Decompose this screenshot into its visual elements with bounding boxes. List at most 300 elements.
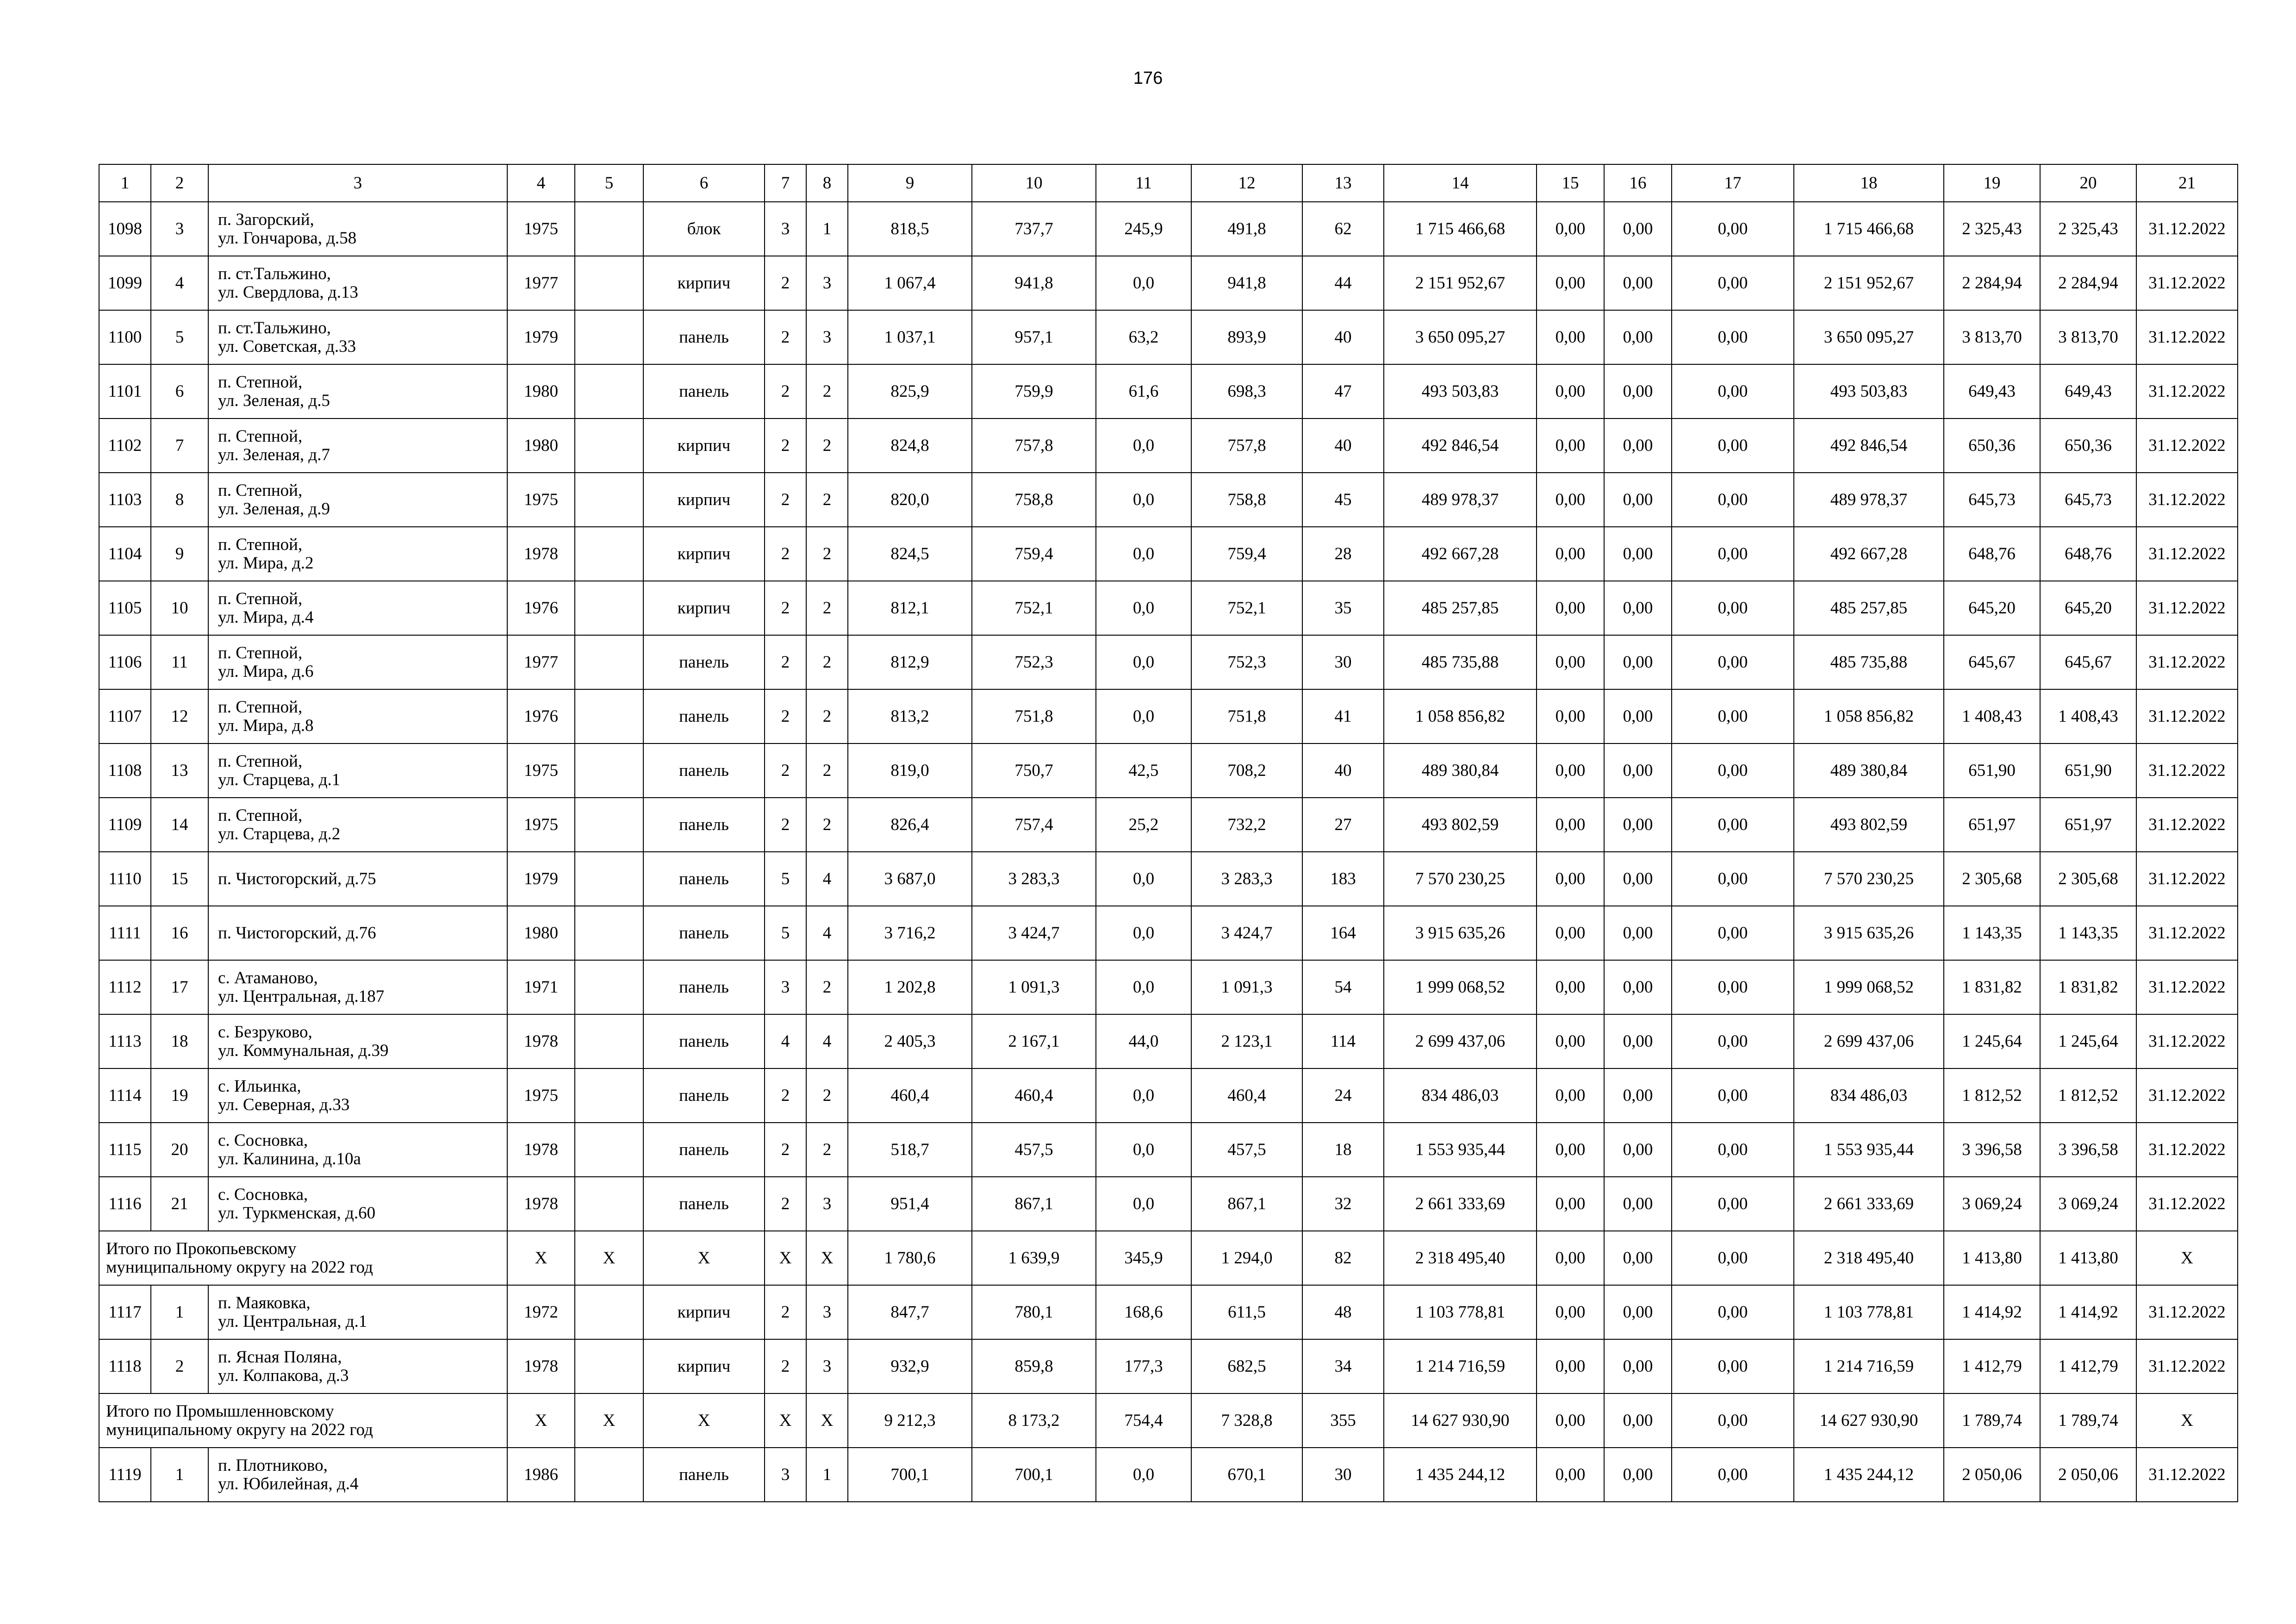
table-cell: 645,73 [1944,473,2040,527]
table-cell: 2 [765,798,806,852]
table-cell [575,418,643,473]
table-cell: 62 [1302,202,1384,256]
table-cell: 3 283,3 [1191,852,1302,906]
table-cell: 40 [1302,743,1384,798]
table-cell: 3 396,58 [2040,1123,2136,1177]
table-cell: 2 318 495,40 [1384,1231,1537,1285]
table-cell: 0,00 [1604,852,1672,906]
table-cell: 16 [151,906,208,960]
table-cell: 460,4 [1191,1068,1302,1123]
table-cell: 0,00 [1672,527,1794,581]
table-cell: 650,36 [2040,418,2136,473]
address-cell: с. Безруково, ул. Коммунальная, д.39 [208,1014,507,1068]
table-cell: 1117 [99,1285,151,1339]
table-cell: 1 058 856,82 [1794,689,1944,743]
table-cell: панель [643,906,765,960]
table-cell: 0,00 [1604,1177,1672,1231]
table-cell: 0,00 [1672,1123,1794,1177]
table-row [99,1068,2238,1123]
table-cell: 31.12.2022 [2136,256,2238,310]
table-cell: 0,00 [1604,1068,1672,1123]
table-cell [575,798,643,852]
table-cell: 492 667,28 [1794,527,1944,581]
table-cell: панель [643,1068,765,1123]
table-cell: 355 [1302,1393,1384,1448]
table-cell: 2 [765,473,806,527]
table-cell [575,1339,643,1393]
table-cell: 611,5 [1191,1285,1302,1339]
table-cell: 493 503,83 [1384,364,1537,418]
table-cell: 1 245,64 [2040,1014,2136,1068]
table-cell: 0,00 [1672,960,1794,1014]
table-cell: 1 435 244,12 [1384,1448,1537,1502]
table-cell: 2 [806,581,848,635]
table-cell: 0,00 [1604,202,1672,256]
table-cell: 0,00 [1672,689,1794,743]
table-cell: 460,4 [848,1068,972,1123]
table-cell: 752,3 [1191,635,1302,689]
table-cell: 3 396,58 [1944,1123,2040,1177]
table-cell: 485 735,88 [1794,635,1944,689]
table-cell: 1 143,35 [1944,906,2040,960]
table-cell: 2 405,3 [848,1014,972,1068]
table-cell: 12 [151,689,208,743]
table-row [99,581,2238,635]
table-cell: 2 284,94 [1944,256,2040,310]
table-cell: 932,9 [848,1339,972,1393]
subtotal-label: Итого по Промышленновскому муниципальному округу на 2022 год [99,1393,507,1448]
column-number-4: 4 [507,164,575,202]
table-cell: 650,36 [1944,418,2040,473]
table-cell: 818,5 [848,202,972,256]
table-cell [575,1285,643,1339]
table-cell: 17 [151,960,208,1014]
table-cell [575,743,643,798]
table-cell: 14 [151,798,208,852]
table-cell: 2 [806,1123,848,1177]
table-cell: кирпич [643,1339,765,1393]
table-cell: 2 [765,1339,806,1393]
address-cell: п. Степной, ул. Зеленая, д.5 [208,364,507,418]
table-cell: 31.12.2022 [2136,1339,2238,1393]
table-cell: 1111 [99,906,151,960]
table-cell: 2 661 333,69 [1794,1177,1944,1231]
table-cell: 1 414,92 [2040,1285,2136,1339]
table-cell: 3 813,70 [2040,310,2136,364]
table-cell: 82 [1302,1231,1384,1285]
table-cell: 3 [806,1285,848,1339]
table-cell: 3 650 095,27 [1794,310,1944,364]
table-cell: 2 284,94 [2040,256,2136,310]
table-cell: панель [643,743,765,798]
table-cell: 0,00 [1604,256,1672,310]
table-cell: 1975 [507,202,575,256]
table-cell: 0,00 [1604,906,1672,960]
table-cell: 0,00 [1672,1177,1794,1231]
table-cell: 4 [765,1014,806,1068]
table-cell: 1 245,64 [1944,1014,2040,1068]
table-cell: 2 050,06 [2040,1448,2136,1502]
table-cell: 1976 [507,581,575,635]
table-cell: 1 [806,202,848,256]
column-number-10: 10 [972,164,1096,202]
table-cell: 1 [806,1448,848,1502]
table-cell: 1 780,6 [848,1231,972,1285]
table-cell: 1971 [507,960,575,1014]
table-cell: 2 [765,635,806,689]
table-cell: 0,0 [1096,960,1191,1014]
table-cell: 2 305,68 [1944,852,2040,906]
table-cell: 1110 [99,852,151,906]
column-number-20: 20 [2040,164,2136,202]
table-cell: 0,00 [1672,1285,1794,1339]
table-cell: 2 [151,1339,208,1393]
table-cell: 1979 [507,852,575,906]
table-cell: 3 [765,1448,806,1502]
table-cell: 750,7 [972,743,1096,798]
table-cell: 0,00 [1537,364,1604,418]
table-cell: 3 069,24 [1944,1177,2040,1231]
table-cell: X [2136,1231,2238,1285]
table-cell: 1103 [99,473,151,527]
table-cell: 1980 [507,906,575,960]
table-cell: 752,3 [972,635,1096,689]
table-cell: 1107 [99,689,151,743]
table-cell: 31.12.2022 [2136,202,2238,256]
table-cell: 0,0 [1096,1448,1191,1502]
table-row [99,635,2238,689]
address-cell: с. Ильинка, ул. Северная, д.33 [208,1068,507,1123]
table-cell: 1978 [507,1339,575,1393]
table-cell: 780,1 [972,1285,1096,1339]
table-cell: 700,1 [848,1448,972,1502]
table-cell: 2 699 437,06 [1384,1014,1537,1068]
table-cell: 757,8 [1191,418,1302,473]
table-cell: панель [643,635,765,689]
table-cell: 645,67 [2040,635,2136,689]
table-cell: 3 915 635,26 [1384,906,1537,960]
table-cell: 7 570 230,25 [1794,852,1944,906]
table-cell: 1 413,80 [2040,1231,2136,1285]
table-cell: 867,1 [972,1177,1096,1231]
table-cell: 0,00 [1672,1393,1794,1448]
table-cell: 1 214 716,59 [1384,1339,1537,1393]
table-cell: 0,0 [1096,473,1191,527]
table-cell: 0,00 [1672,418,1794,473]
table-cell: 732,2 [1191,798,1302,852]
table-cell: 3 424,7 [1191,906,1302,960]
table-cell: 45 [1302,473,1384,527]
table-cell: 751,8 [972,689,1096,743]
table-row [99,906,2238,960]
table-cell: 1 067,4 [848,256,972,310]
table-cell: 1 408,43 [1944,689,2040,743]
table-row [99,256,2238,310]
table-cell: 1 412,79 [2040,1339,2136,1393]
table-row [99,310,2238,364]
table-cell: 0,00 [1672,906,1794,960]
table-cell: 1 [151,1448,208,1502]
table-row [99,798,2238,852]
table-cell: 754,4 [1096,1393,1191,1448]
table-cell: 2 [806,635,848,689]
table-cell: 493 802,59 [1384,798,1537,852]
table-cell: панель [643,1014,765,1068]
table-cell: 834 486,03 [1384,1068,1537,1123]
column-number-11: 11 [1096,164,1191,202]
table-cell: 2 [765,527,806,581]
table-cell: 25,2 [1096,798,1191,852]
table-cell: 3 716,2 [848,906,972,960]
table-cell: X [2136,1393,2238,1448]
table-cell: 489 380,84 [1794,743,1944,798]
table-cell: 457,5 [972,1123,1096,1177]
table-row [99,960,2238,1014]
table-cell: 2 [765,581,806,635]
table-cell: 0,00 [1604,1339,1672,1393]
table-cell: панель [643,798,765,852]
table-cell: кирпич [643,418,765,473]
table-cell: 1 789,74 [2040,1393,2136,1448]
table-cell: 0,00 [1537,1285,1604,1339]
table-row [99,743,2238,798]
table-cell: 0,00 [1604,1231,1672,1285]
table-cell: 2 123,1 [1191,1014,1302,1068]
table-cell: 4 [806,852,848,906]
table-cell: X [575,1231,643,1285]
table-cell: 0,00 [1537,635,1604,689]
table-cell: 1109 [99,798,151,852]
table-cell: 31.12.2022 [2136,581,2238,635]
table-cell: 0,00 [1672,310,1794,364]
table-row [99,418,2238,473]
table-cell: 489 978,37 [1794,473,1944,527]
table-cell: X [575,1393,643,1448]
address-cell: п. Чистогорский, д.75 [208,852,507,906]
table-cell: 1118 [99,1339,151,1393]
table-cell: 819,0 [848,743,972,798]
table-cell: 18 [1302,1123,1384,1177]
table-cell: 1 999 068,52 [1794,960,1944,1014]
table-cell: 10 [151,581,208,635]
table-cell: 489 380,84 [1384,743,1537,798]
table-cell: 31.12.2022 [2136,960,2238,1014]
table-cell: 3 [151,202,208,256]
table-cell: 0,00 [1604,960,1672,1014]
table-cell: 645,67 [1944,635,2040,689]
table-cell: 1 058 856,82 [1384,689,1537,743]
table-cell: 7 570 230,25 [1384,852,1537,906]
table-cell: 0,00 [1537,581,1604,635]
table-cell: 7 328,8 [1191,1393,1302,1448]
table-cell: 31.12.2022 [2136,743,2238,798]
table-cell: панель [643,852,765,906]
table-cell: 489 978,37 [1384,473,1537,527]
table-cell: 8 [151,473,208,527]
table-cell: 2 [765,364,806,418]
table-cell: 0,00 [1604,689,1672,743]
table-row [99,1448,2238,1502]
table-cell: 0,00 [1604,743,1672,798]
address-cell: п. Ясная Поляна, ул. Колпакова, д.3 [208,1339,507,1393]
table-cell: 651,90 [1944,743,2040,798]
table-cell: 0,00 [1604,1285,1672,1339]
table-cell: 2 [806,798,848,852]
table-cell: 2 [806,1068,848,1123]
column-number-8: 8 [806,164,848,202]
table-cell: 645,20 [1944,581,2040,635]
table-cell: 3 [806,310,848,364]
table-cell: X [806,1231,848,1285]
table-cell: 0,00 [1537,1068,1604,1123]
table-cell: 757,8 [972,418,1096,473]
table-cell: 3 [806,256,848,310]
table-cell: 1119 [99,1448,151,1502]
address-cell: п. Степной, ул. Мира, д.6 [208,635,507,689]
table-cell: 751,8 [1191,689,1302,743]
table-cell: 5 [765,852,806,906]
table-cell: 1108 [99,743,151,798]
table-cell: 0,00 [1604,1448,1672,1502]
table-cell: 1 [151,1285,208,1339]
column-number-1: 1 [99,164,151,202]
table-cell: кирпич [643,256,765,310]
table-cell: 1 715 466,68 [1384,202,1537,256]
address-cell: п. Степной, ул. Мира, д.4 [208,581,507,635]
table-cell: 0,00 [1537,906,1604,960]
table-cell: 31.12.2022 [2136,689,2238,743]
table-cell: 31.12.2022 [2136,1285,2238,1339]
table-cell: 1113 [99,1014,151,1068]
table-cell: 5 [151,310,208,364]
table-cell: 1 715 466,68 [1794,202,1944,256]
table-cell: 1978 [507,1123,575,1177]
table-cell: 485 257,85 [1794,581,1944,635]
table-cell: 698,3 [1191,364,1302,418]
column-number-header-row [99,164,2238,202]
table-cell: 1977 [507,256,575,310]
table-cell: 1 789,74 [1944,1393,2040,1448]
table-cell: 0,00 [1672,1448,1794,1502]
table-row [99,852,2238,906]
table-cell [575,1177,643,1231]
table-cell: 2 [806,960,848,1014]
table-cell: 21 [151,1177,208,1231]
table-cell: 1972 [507,1285,575,1339]
table-cell: 2 [806,364,848,418]
table-cell: 0,00 [1604,1014,1672,1068]
table-cell: 31.12.2022 [2136,1123,2238,1177]
table-cell: 0,0 [1096,581,1191,635]
table-cell: 0,00 [1672,798,1794,852]
table-cell: 177,3 [1096,1339,1191,1393]
table-cell: 1975 [507,743,575,798]
table-cell: 0,00 [1672,1068,1794,1123]
table-cell: 492 667,28 [1384,527,1537,581]
table-cell: панель [643,1448,765,1502]
table-cell: 2 167,1 [972,1014,1096,1068]
table-cell: 1115 [99,1123,151,1177]
table-cell: 3 650 095,27 [1384,310,1537,364]
table-cell: 0,00 [1604,635,1672,689]
table-cell: 2 [765,418,806,473]
table-cell: 14 627 930,90 [1384,1393,1537,1448]
table-cell: 491,8 [1191,202,1302,256]
table-cell: 4 [806,1014,848,1068]
table-cell: 183 [1302,852,1384,906]
table-cell: 1099 [99,256,151,310]
table-cell: 54 [1302,960,1384,1014]
table-cell: 2 151 952,67 [1794,256,1944,310]
table-cell: 682,5 [1191,1339,1302,1393]
table-cell: 820,0 [848,473,972,527]
table-cell: 3 [806,1339,848,1393]
table-cell: 44,0 [1096,1014,1191,1068]
table-cell: 30 [1302,1448,1384,1502]
table-cell: 2 325,43 [1944,202,2040,256]
table-cell: 649,43 [2040,364,2136,418]
table-cell: 651,90 [2040,743,2136,798]
table-cell: 19 [151,1068,208,1123]
table-cell: 2 [765,1123,806,1177]
table-cell: 41 [1302,689,1384,743]
column-number-2: 2 [151,164,208,202]
table-cell: 0,00 [1672,1014,1794,1068]
table-row [99,689,2238,743]
table-cell: 1 831,82 [2040,960,2136,1014]
table-cell: 492 846,54 [1384,418,1537,473]
address-cell: п. Степной, ул. Мира, д.8 [208,689,507,743]
table-cell: 1 091,3 [1191,960,1302,1014]
column-number-5: 5 [575,164,643,202]
table-cell: 245,9 [1096,202,1191,256]
table-cell: 30 [1302,635,1384,689]
table-cell: 1980 [507,418,575,473]
table-cell: 1100 [99,310,151,364]
table-cell: 0,00 [1537,1393,1604,1448]
table-cell: 8 173,2 [972,1393,1096,1448]
table-row [99,1014,2238,1068]
table-cell: 847,7 [848,1285,972,1339]
table-cell: 492 846,54 [1794,418,1944,473]
table-cell: 0,00 [1537,798,1604,852]
subtotal-row [99,1231,2238,1285]
address-cell: п. ст.Тальжино, ул. Советская, д.33 [208,310,507,364]
column-number-19: 19 [1944,164,2040,202]
table-cell: 40 [1302,418,1384,473]
table-cell: X [806,1393,848,1448]
table-cell: 1106 [99,635,151,689]
table-cell: 1 103 778,81 [1794,1285,1944,1339]
table-cell: 759,9 [972,364,1096,418]
table-row [99,527,2238,581]
table-cell: 758,8 [1191,473,1302,527]
table-cell: 0,0 [1096,527,1191,581]
table-cell: 1 412,79 [1944,1339,2040,1393]
table-cell: 3 069,24 [2040,1177,2136,1231]
table-cell: 3 813,70 [1944,310,2040,364]
table-cell: 867,1 [1191,1177,1302,1231]
table-cell: 951,4 [848,1177,972,1231]
table-cell: кирпич [643,581,765,635]
table-cell: 31.12.2022 [2136,310,2238,364]
table-cell: 0,00 [1672,202,1794,256]
table-cell: 20 [151,1123,208,1177]
table-cell: 859,8 [972,1339,1096,1393]
table-cell: 3 [765,960,806,1014]
table-cell: 31.12.2022 [2136,1177,2238,1231]
table-cell: 0,00 [1537,1177,1604,1231]
